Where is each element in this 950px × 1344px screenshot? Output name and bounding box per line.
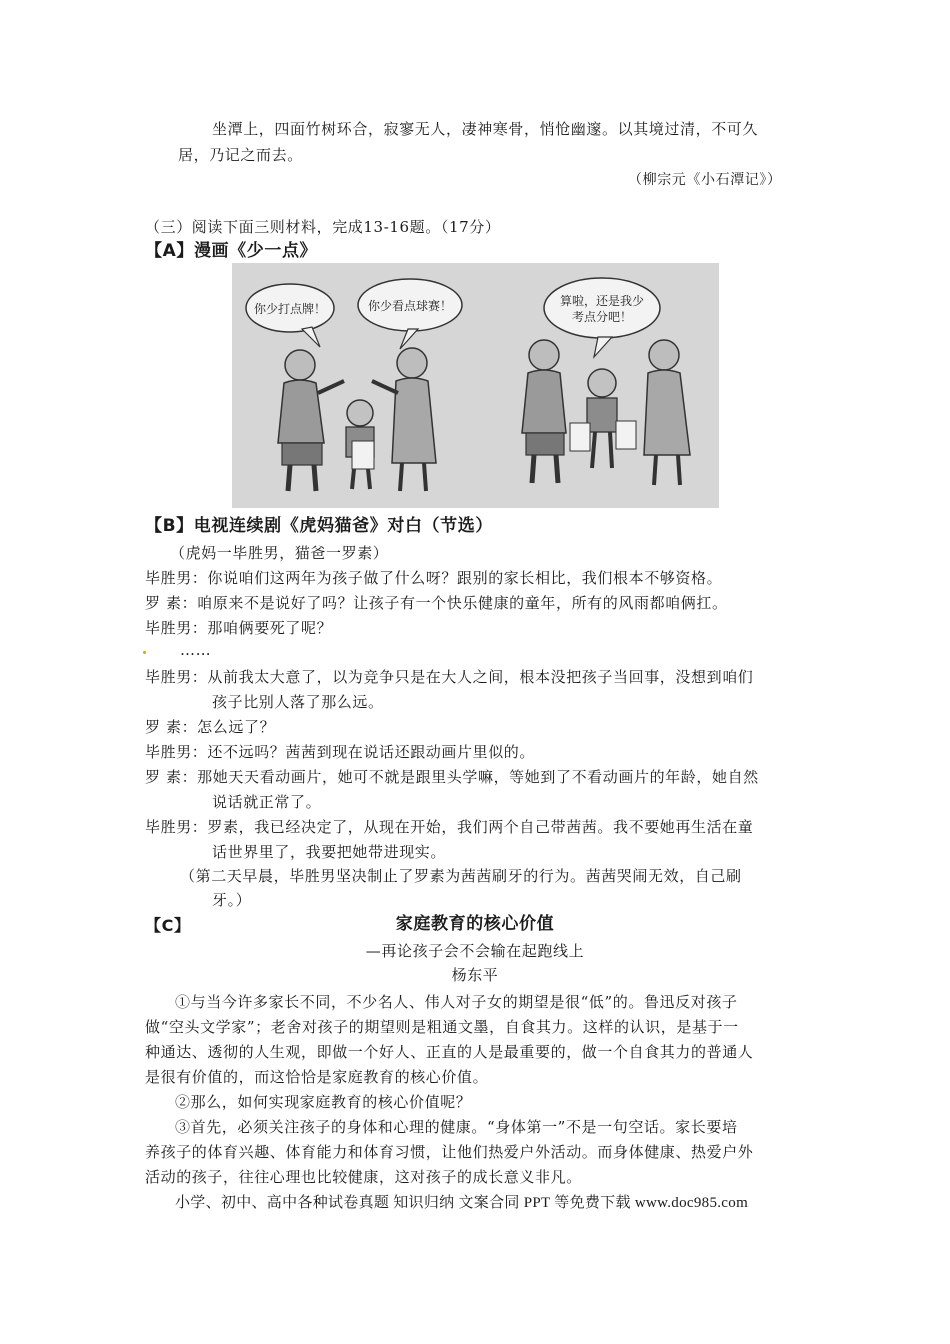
bubble-2-text: 你少看点球赛！	[367, 299, 453, 313]
article-paragraph-line: ①与当今许多家长不同，不少名人、伟人对子女的期望是很“低”的。鲁迅反对孩子	[175, 993, 738, 1011]
stage-direction: （第二天早晨，毕胜男坚决制止了罗素为茜茜刷牙的行为。茜茜哭闹无效，自己刷	[180, 867, 742, 885]
dialogue-line-continued: 孩子比别人落了那么远。	[212, 693, 384, 711]
dialogue-line: 罗 素：咱原来不是说好了吗？让孩子有一个快乐健康的童年，所有的风雨都咱俩扛。	[145, 594, 728, 612]
material-b-heading: 【B】电视连续剧《虎妈猫爸》对白（节选）	[145, 516, 493, 536]
dialogue-line-continued: 说话就正常了。	[212, 793, 322, 811]
article-paragraph-line: 种通达、透彻的人生观，即做一个好人、正直的人是最重要的，做一个自食其力的普通人	[145, 1043, 754, 1061]
article-paragraph-line: 是很有价值的，而这恰恰是家庭教育的核心价值。	[145, 1068, 489, 1086]
dialogue-line: 毕胜男：从前我太大意了，以为竞争只是在大人之间，根本没把孩子当回事，没想到咱们	[145, 668, 754, 686]
article-title: 家庭教育的核心价值	[395, 914, 555, 934]
article-paragraph-line: 做“空头文学家”；老舍对孩子的期望则是粗通文墨，自食其力。这样的认识，是基于一	[145, 1018, 739, 1036]
bubble-3-text-line1: 算啦，还是我少	[559, 294, 645, 308]
article-paragraph-line: 活动的孩子，往往心理也比较健康，这对孩子的成长意义非凡。	[145, 1168, 582, 1186]
passage-citation: （柳宗元《小石潭记》）	[628, 172, 782, 188]
article-paragraph-line: ②那么，如何实现家庭教育的核心价值呢？	[175, 1093, 472, 1111]
material-a-heading: 【A】漫画《少一点》	[145, 241, 318, 261]
dialogue-ellipsis: ……	[180, 641, 212, 659]
dialogue-line: 毕胜男：你说咱们这两年为孩子做了什么呀？跟别的家长相比，我们根本不够资格。	[145, 569, 723, 587]
margin-mark	[143, 651, 146, 654]
material-c-label: 【C】	[145, 916, 191, 935]
comic-illustration	[232, 263, 719, 508]
bubble-1-text: 你少打点牌！	[253, 302, 327, 316]
article-author: 杨东平	[451, 966, 499, 984]
dialogue-line: 毕胜男：那咱俩要死了呢？	[145, 619, 333, 637]
dialogue-line: 罗 素：那她天天看动画片，她可不就是跟里头学嘛，等她到了不看动画片的年龄，她自然	[145, 768, 759, 786]
article-subtitle: —再论孩子会不会输在起跑线上	[365, 942, 585, 960]
dialogue-line: 毕胜男：罗素，我已经决定了，从现在开始，我们两个自己带茜茜。我不要她再生活在童	[145, 818, 754, 836]
dialogue-line: 罗 素：怎么远了？	[145, 718, 276, 736]
passage-line-2: 居，乃记之而去。	[178, 146, 303, 164]
passage-line-1: 坐潭上，四面竹树环合，寂寥无人，凄神寒骨，悄怆幽邃。以其境过清，不可久	[212, 120, 759, 138]
dialogue-line: 毕胜男：还不远吗？茜茜到现在说话还跟动画片里似的。	[145, 743, 536, 761]
cast-note: （虎妈一毕胜男，猫爸一罗素）	[170, 544, 389, 562]
article-paragraph-line: 养孩子的体育兴趣、体育能力和体育习惯，让他们热爱户外活动。而身体健康、热爱户外	[145, 1143, 754, 1161]
dialogue-line-continued: 话世界里了，我要把她带进现实。	[212, 843, 447, 861]
article-paragraph-line: ③首先，必须关注孩子的身体和心理的健康。“身体第一”不是一句空话。家长要培	[175, 1118, 738, 1136]
footer-text: 小学、初中、高中各种试卷真题 知识归纳 文案合同 PPT 等免费下载 www.doc985.com	[175, 1195, 749, 1211]
stage-direction-continued: 牙。）	[212, 891, 252, 909]
bubble-3-text-line2: 考点分吧！	[571, 310, 633, 324]
comic-drawing	[232, 263, 719, 508]
section-instruction: （三）阅读下面三则材料，完成13-16题。（17分）	[145, 218, 501, 236]
